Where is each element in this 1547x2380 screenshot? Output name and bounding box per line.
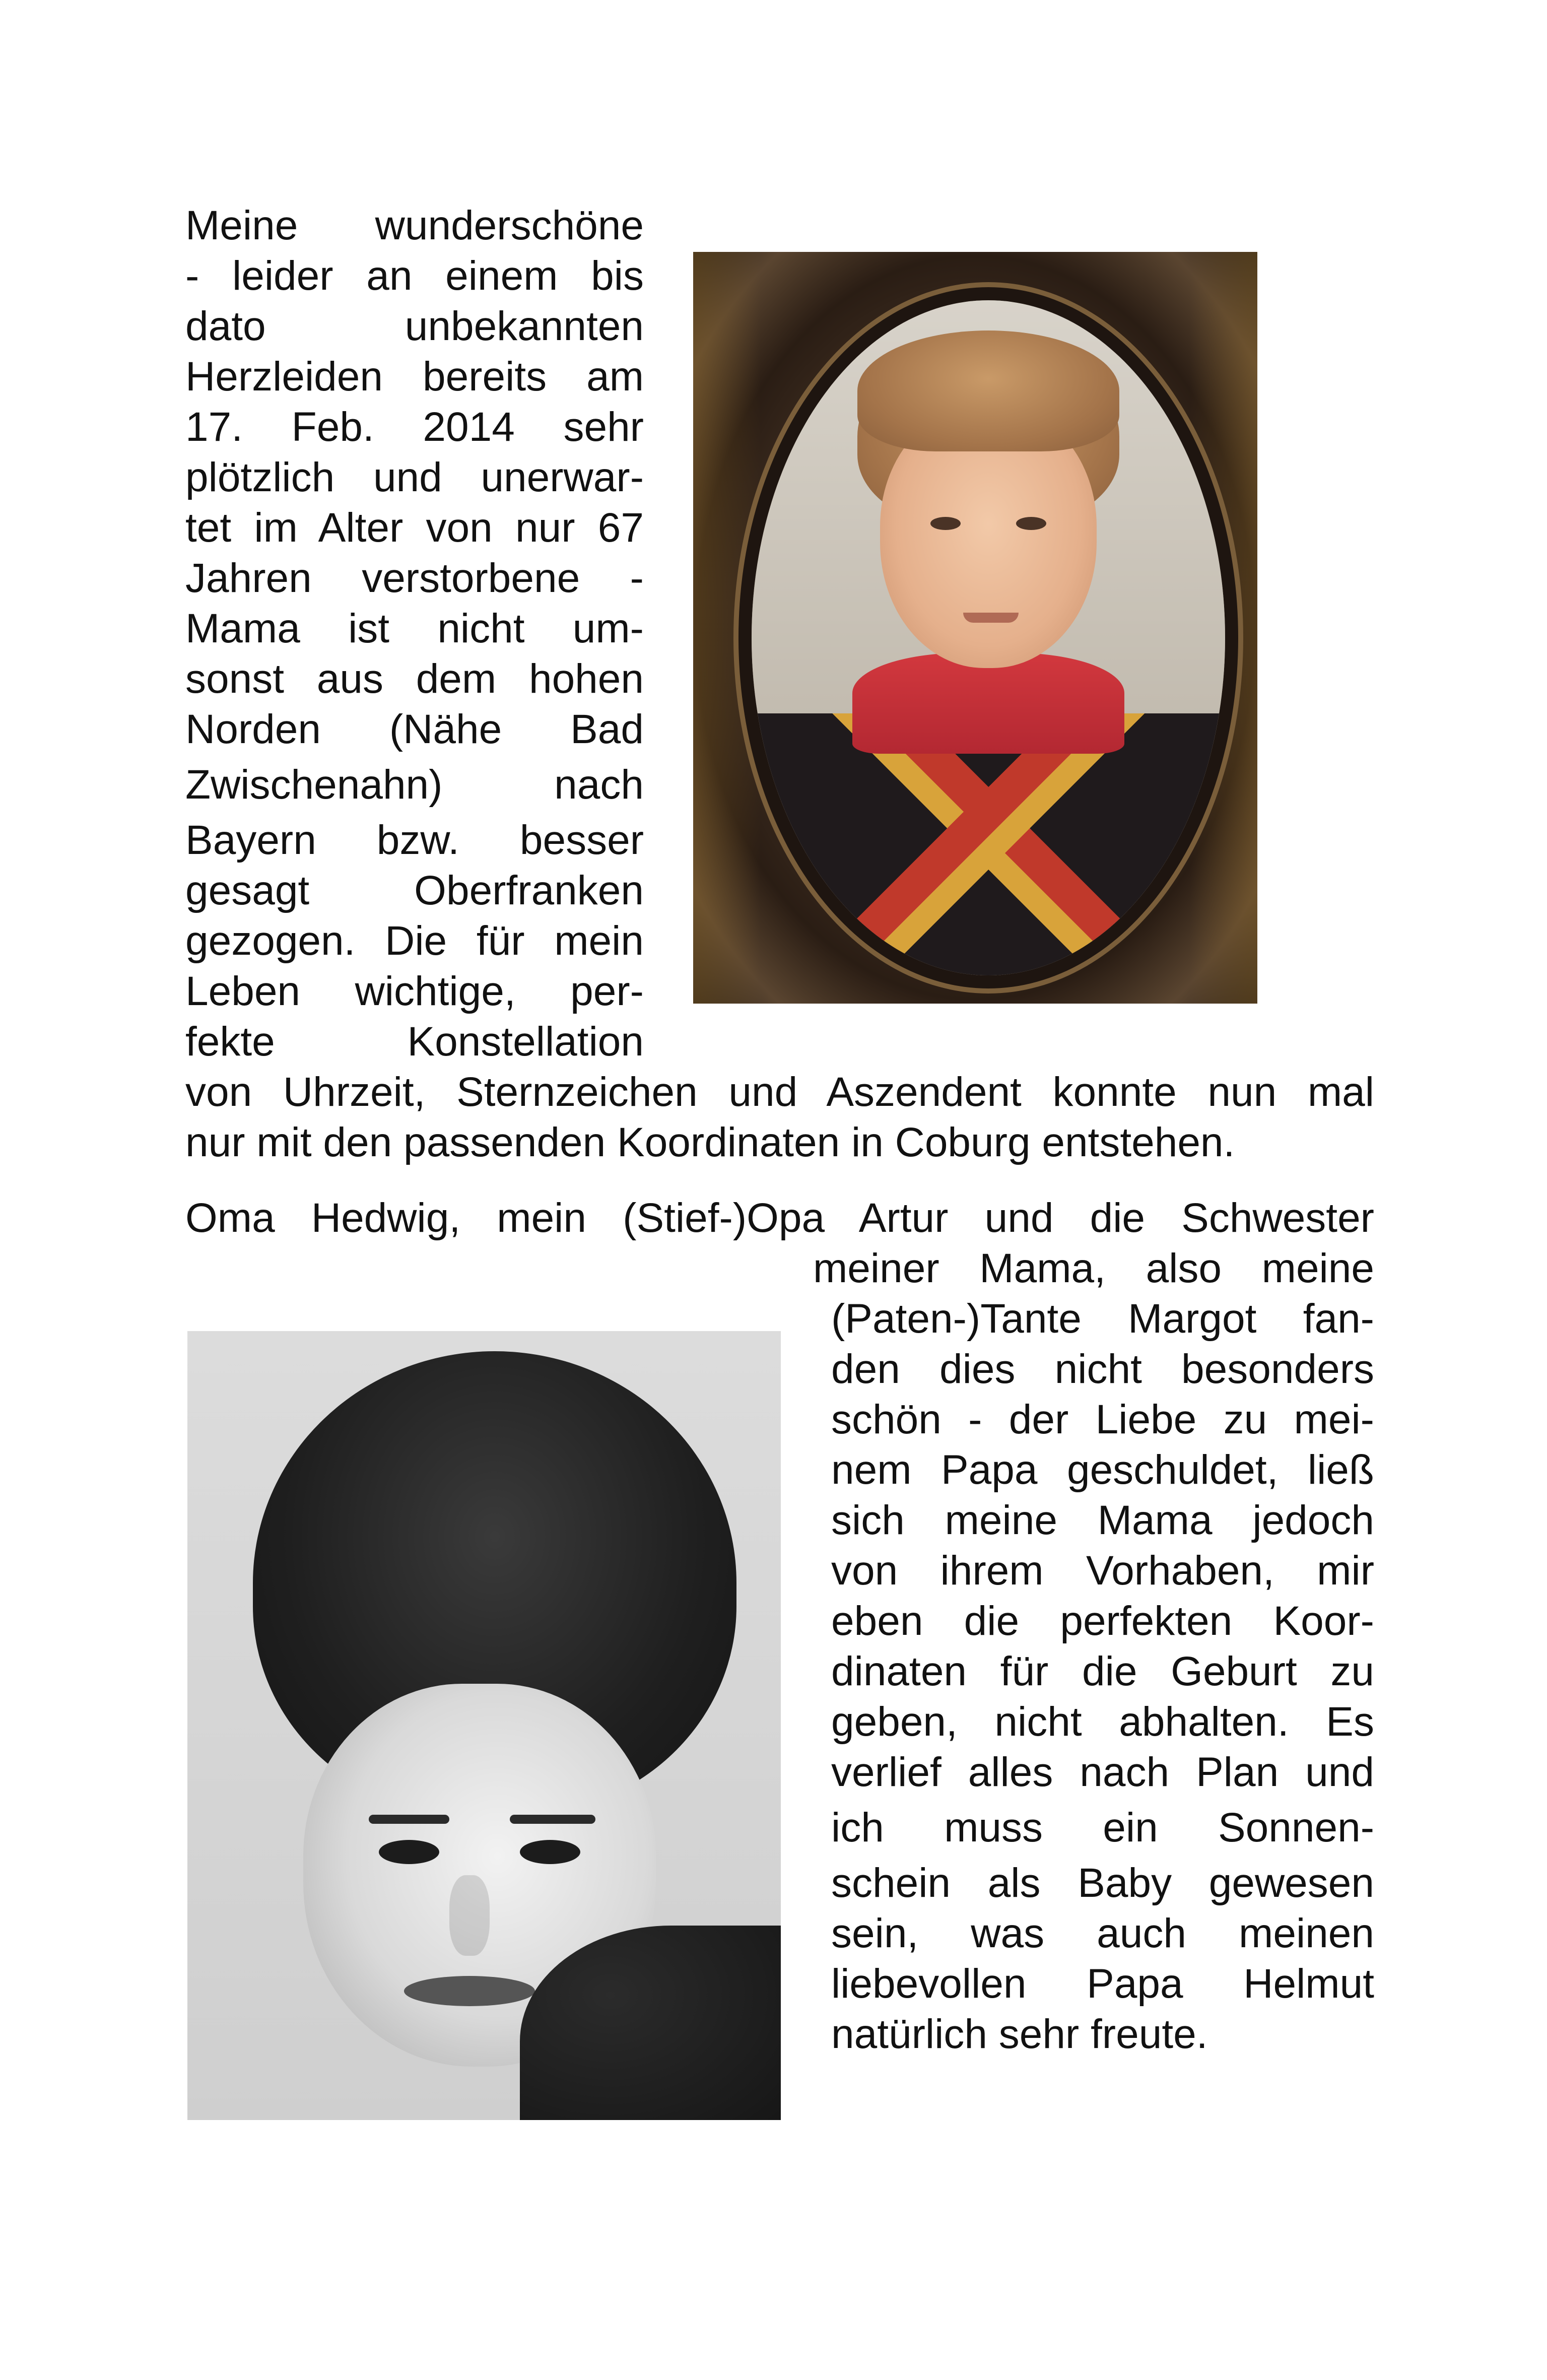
mother-photo	[187, 1331, 781, 2120]
photo-oval-frame	[738, 287, 1238, 988]
text-line: sein, was auch meinen	[831, 1910, 1374, 1956]
text-line: Herzleiden bereits am	[185, 354, 644, 400]
text-line: sich meine Mama jedoch	[831, 1497, 1374, 1543]
text-line: sonst aus dem hohen	[185, 656, 644, 702]
text-line: fekte Konstellation	[185, 1019, 644, 1065]
text-line: Meine wunderschöne	[185, 203, 644, 248]
text-line: gesagt Oberfranken	[185, 868, 644, 913]
text-line: dinaten für die Geburt zu	[831, 1648, 1374, 1694]
text-line: den dies nicht besonders	[831, 1346, 1374, 1392]
text-line: nem Papa geschuldet, ließ	[831, 1447, 1374, 1493]
text-line: schein als Baby gewesen	[831, 1860, 1374, 1906]
text-line: verlief alles nach Plan und	[831, 1749, 1374, 1795]
text-line: Leben wichtige, per-	[185, 968, 644, 1014]
text-line: liebevollen Papa Helmut	[831, 1961, 1374, 2007]
text-line: schön - der Liebe zu mei-	[831, 1397, 1374, 1442]
text-line: von ihrem Vorhaben, mir	[831, 1548, 1374, 1594]
text-line: ich muss ein Sonnen-	[831, 1805, 1374, 1850]
childhood-photo	[693, 252, 1257, 1004]
text-line: nur mit den passenden Koordinaten in Coburg entstehen.	[185, 1119, 1235, 1165]
text-line: - leider an einem bis	[185, 253, 644, 299]
text-line: meiner Mama, also meine	[813, 1245, 1374, 1291]
text-line: plötzlich und unerwar-	[185, 454, 644, 500]
text-line: Zwischenahn) nach	[185, 762, 644, 808]
text-line: natürlich sehr freute.	[831, 2011, 1208, 2057]
text-line: dato unbekannten	[185, 303, 644, 349]
text-line: eben die perfekten Koor-	[831, 1598, 1374, 1644]
text-line: geben, nicht abhalten. Es	[831, 1699, 1374, 1745]
text-line: tet im Alter von nur 67	[185, 505, 644, 551]
text-line: von Uhrzeit, Sternzeichen und Aszendent konnte nun mal	[185, 1069, 1374, 1115]
text-line: Jahren verstorbene -	[185, 555, 644, 601]
text-line: Bayern bzw. besser	[185, 817, 644, 863]
text-line: (Paten-)Tante Margot fan-	[831, 1296, 1374, 1342]
text-line: Oma Hedwig, mein (Stief-)Opa Artur und die Schwester	[185, 1195, 1374, 1241]
text-line: Mama ist nicht um-	[185, 606, 644, 651]
text-line: gezogen. Die für mein	[185, 918, 644, 964]
text-line: Norden (Nähe Bad	[185, 706, 644, 752]
text-line: 17. Feb. 2014 sehr	[185, 404, 644, 450]
